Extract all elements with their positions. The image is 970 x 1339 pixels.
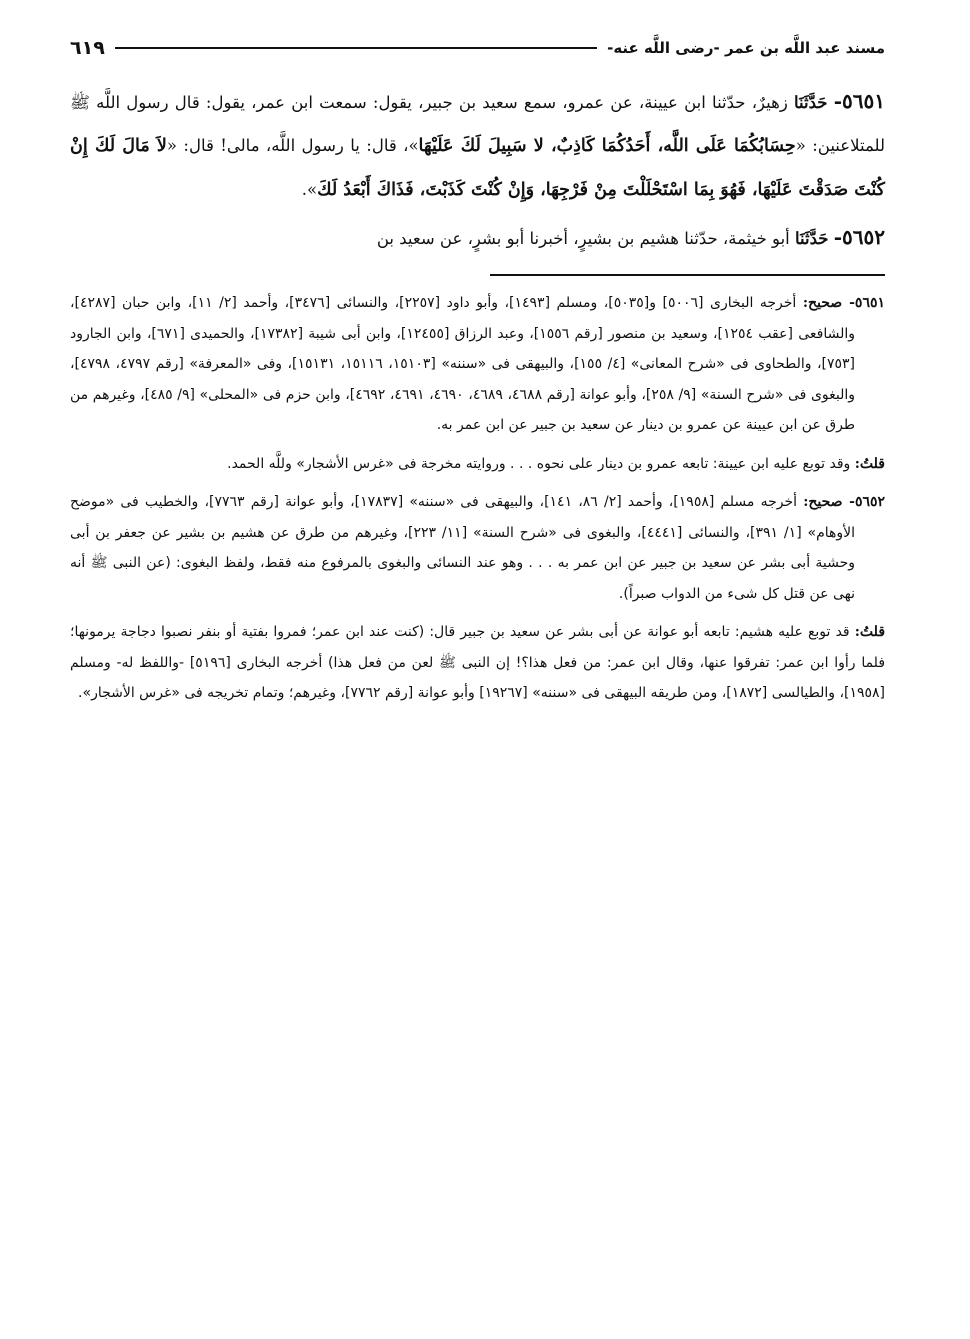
hadith-number: ٥٦٥١- [833, 89, 885, 113]
hadathana: حَدَّثَنَا [794, 93, 828, 112]
footnotes [70, 288, 885, 709]
hadith-text: »، قال: يا رسول اللَّه، مالى! قال: « [166, 136, 419, 155]
book-page [70, 28, 885, 709]
note-text: وقد توبع عليه ابن عيينة: تابعه عمرو بن دينار على نحوه . . . وروايته مخرجة فى «غرس الأشجار» وللَّه الحمد. [227, 455, 851, 472]
note-5651 [70, 288, 885, 441]
hadith-number: ٥٦٥٢- [833, 225, 885, 249]
hadathana: حَدَّثَنَا [795, 229, 829, 248]
hadith-text: ». [301, 180, 318, 199]
hadith-5652 [70, 216, 885, 260]
page-number: ٦١٩ [70, 37, 105, 59]
note-label: قلتُ: [854, 624, 886, 640]
note-text: قد توبع عليه هشيم: تابعه أبو عوانة عن أبى بشر عن سعيد بن جبير قال: (كنت عند ابن عمر؛ فمروا بفتية أو بنفر نصبوا دجاجة يرمونها؛ فلما رأوا ابن عمر: تفرقوا عنها، وقال ابن عمر: من فعل هذا؟! إن النبى ﷺ لعن من فعل هذا) أخرجه البخارى [٥١٩٦] -واللفظ له- ومسلم [١٩٥٨]، والطيالسى [١٨٧٢]، ومن طريقه البيهقى فى «سننه» [١٩٢٦٧] وأبو عوانة [رقم ٧٧٦٢]، وغيرهم؛ وتمام تخريجه فى «غرس الأشجار». [70, 624, 886, 701]
prophetic-quote: لاَ مَالَ لَكَ إِنْ كُنْتَ صَدَقْتَ عَلَيْهَا، فَهُوَ بِمَا اسْتَحْلَلْتَ مِنْ فَرْجِهَا، وَإِنْ كُنْتَ كَذَبْتَ، فَذَاكَ أَبْعَدُ لَكَ [70, 136, 885, 200]
prophetic-quote: حِسَابُكُمَا عَلَى اللَّه، أَحَدُكُمَا كَاذِبٌ، لا سَبِيلَ لَكَ عَلَيْهَا [418, 136, 796, 156]
note-label: ٥٦٥١- صحيح: [802, 295, 885, 311]
footnote-separator [70, 260, 885, 288]
main-text [70, 80, 885, 260]
running-header [70, 28, 885, 68]
note-label: قلتُ: [854, 455, 885, 472]
note-text: أخرجه مسلم [١٩٥٨]، وأحمد [٢/ ٨٦، ١٤١]، والبيهقى فى «سننه» [١٧٨٣٧]، وأبو عوانة [رقم ٧٧٦٣]، والخطيب فى «موضح الأوهام» [١/ ٣٩١]، والنسائى [٤٤٤١]، والبغوى فى «شرح السنة» [١١/ ٢٢٣]، وغيرهم من طرق عن هشيم بن بشير عن جعفر بن أبى وحشية أبى بشر عن سعيد بن جبير عن ابن عمر به . . . وهو عند النسائى والبغوى بالمرفوع منه فقط، ولفظ البغوى: (عن النبى ﷺ أنه نهى عن قتل كل شىء من الدواب صبراً). [70, 494, 856, 602]
hadith-text: أبو خيثمة، حدّثنا هشيم بن بشيرٍ، أخبرنا أبو بشرٍ، عن سعيد بن [376, 229, 790, 248]
running-title: مسند عبد اللَّه بن عمر -رضى اللَّه عنه- [607, 39, 885, 57]
hadith-5651 [70, 80, 885, 212]
hadith-text: زهيرٌ، حدّثنا ابن عيينة، عن عمرو، سمع سعيد بن جبير، يقول: سمعت ابن عمر، يقول: قال رسول اللَّه ﷺ للمتلاعنين: « [70, 93, 885, 155]
note-text: أخرجه البخارى [٥٠٠٦] و[٥٠٣٥]، ومسلم [١٤٩٣]، وأبو داود [٢٢٥٧]، والنسائى [٣٤٧٦]، وأحمد [٢/ ١١]، وابن حبان [٤٢٨٧]، والشافعى [عقب ١٢٥٤]، وسعيد بن منصور [رقم ١٥٥٦]، وعبد الرزاق [١٢٤٥٥]، وابن أبى شيبة [١٧٣٨٢]، والحميدى [٦٧١]، وابن الجارود [٧٥٣]، والطحاوى فى «شرح المعانى» [٤/ ١٥٥]، والبيهقى فى «سننه» [١٥١٠٣، ١٥١١٦، ١٥١٣١]، وفى «المعرفة» [رقم ٤٧٩٧، ٤٧٩٨]، والبغوى فى «شرح السنة» [٩/ ٢٥٨]، وأبو عوانة [رقم ٤٦٨٨، ٤٦٨٩، ٤٦٩٠، ٤٦٩١، ٤٦٩٢]، وابن حزم فى «المحلى» [٩/ ٤٨٥]، وغيرهم من طرق عن ابن عيينة عن عمرو بن دينار عن سعيد بن جبير عن ابن عمر به. [70, 295, 856, 433]
note-5651-comment [70, 449, 885, 480]
header-rule [115, 47, 597, 49]
note-5652-comment [70, 617, 885, 709]
note-label: ٥٦٥٢- صحيح: [803, 494, 886, 510]
note-5652 [70, 487, 885, 609]
